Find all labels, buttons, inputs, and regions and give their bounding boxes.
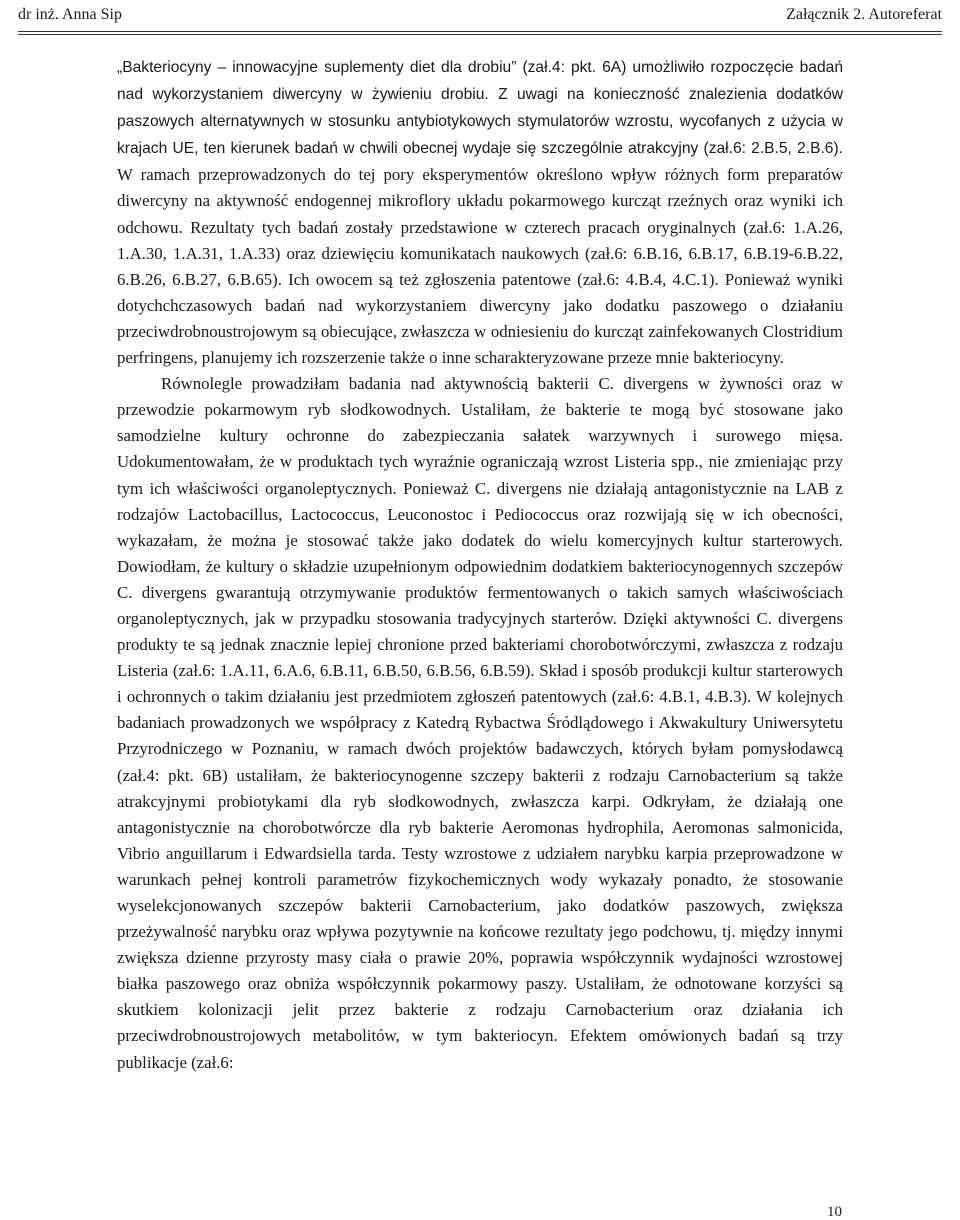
body-text — [117, 54, 843, 1076]
page-header — [18, 0, 942, 24]
header-attachment: Załącznik 2. Autoreferat — [786, 6, 942, 23]
header-divider — [18, 31, 942, 32]
header-divider-secondary — [18, 34, 942, 35]
header-author: dr inż. Anna Sip — [18, 6, 122, 23]
paragraph-1-serif-text: W ramach przeprowadzonych do tej pory eksperymentów określono wpływ różnych form preparatów diwercyny na aktywność endogennej mikroflory układu pokarmowego kurcząt rzeźnych oraz wyniki ich odchowu. Rezultaty tych badań zostały przedstawione w czterech pracach oryginalnych (zał.6: 1.A.26, 1.A.30, 1.A.31, 1.A.33) oraz dziewięciu komunikatach naukowych (zał.6: 6.B.16, 6.B.17, 6.B.19-6.B.22, 6.B.26, 6.B.27, 6.B.65). Ich owocem są też zgłoszenia patentowe (zał.6: 4.B.4, 4.C.1). Ponieważ wyniki dotychchczasowych badań nad wykorzystaniem diwercyny jako dodatku paszowego o działaniu przeciwdrobnoustrojowym są obiecujące, zwłaszcza w odniesieniu do kurcząt zainfekowanych Clostridium perfringens, planujemy ich rozszerzenie także o inne scharakteryzowane przeze mnie bakteriocyny. — [117, 165, 843, 368]
paragraph-1-sans-text: „Bakteriocyny – innowacyjne suplementy diet dla drobiu” (zał.4: pkt. 6A) umożliwiło rozpoczęcie badań nad wykorzystaniem diwercyny w żywieniu drobiu. Z uwagi na konieczność znalezienia dodatków paszowych alternatywnych w stosunku antybiotykowych stymulatorów wzrostu, wycofanych z użycia w krajach UE, ten kierunek badań w chwili obecnej wydaje się szczególnie atrakcyjny (zał.6: 2.B.5, 2.B.6). — [117, 59, 843, 158]
page-number: 10 — [827, 1204, 842, 1220]
paragraph-1 — [117, 54, 843, 371]
paragraph-2: Równolegle prowadziłam badania nad aktywnością bakterii C. divergens w żywności oraz w przewodzie pokarmowym ryb słodkowodnych. Ustaliłam, że bakterie te mogą być stosowane jako samodzielne kultury ochronne do zabezpieczania sałatek warzywnych i surowego mięsa. Udokumentowałam, że w produktach tych wyraźnie ograniczają wzrost Listeria spp., nie zmieniając przy tym ich właściwości organoleptycznych. Ponieważ C. divergens nie działają antagonistycznie na LAB z rodzajów Lactobacillus, Lactococcus, Leuconostoc i Pediococcus oraz rozwijają się w ich obecności, wykazałam, że można je stosować także jako dodatek do wielu komercyjnych kultur starterowych. Dowiodłam, że kultury o składzie uzupełnionym odpowiednim dodatkiem bakteriocynogennych szczepów C. divergens gwarantują otrzymywanie produktów fermentowanych o takich samych właściwościach organoleptycznych, jak w przypadku stosowania tradycyjnych starterów. Dzięki aktywności C. divergens produkty te są jednak znacznie lepiej chronione przed bakteriami chorobotwórczymi, zwłaszcza z rodzaju Listeria (zał.6: 1.A.11, 6.A.6, 6.B.11, 6.B.50, 6.B.56, 6.B.59). Skład i sposób produkcji kultur starterowych i ochronnych o takim działaniu jest przedmiotem zgłoszeń patentowych (zał.6: 4.B.1, 4.B.3). W kolejnych badaniach prowadzonych we współpracy z Katedrą Rybactwa Śródlądowego i Akwakultury Uniwersytetu Przyrodniczego w Poznaniu, w ramach dwóch projektów badawczych, których byłam pomysłodawcą (zał.4: pkt. 6B) ustaliłam, że bakteriocynogenne szczepy bakterii z rodzaju Carnobacterium są także atrakcyjnymi probiotykami dla ryb słodkowodnych, zwłaszcza karpi. Odkryłam, że działają one antagonistycznie na chorobotwórcze dla ryb bakterie Aeromonas hydrophila, Aeromonas salmonicida, Vibrio anguillarum i Edwardsiella tarda. Testy wzrostowe z udziałem narybku karpia przeprowadzone w warunkach pełnej kontroli parametrów fizykochemicznych wody wykazały ponadto, że stosowanie wyselekcjonowanych szczepów bakterii Carnobacterium, jako dodatków paszowych, zwiększa przeżywalność narybku oraz wpływa pozytywnie na końcowe rezultaty jego podchowu, tj. między innymi zwiększa dzienne przyrosty masy ciała o prawie 20%, poprawia współczynnik wydajności wzrostowej białka paszowego oraz obniża współczynnik pokarmowy paszy. Ustaliłam, że odnotowane korzyści są skutkiem kolonizacji jelit przez bakterie z rodzaju Carnobacterium oraz działania ich przeciwdrobnoustrojowych metabolitów, w tym bakteriocyn. Efektem omówionych badań są trzy publikacje (zał.6: — [117, 374, 843, 1072]
